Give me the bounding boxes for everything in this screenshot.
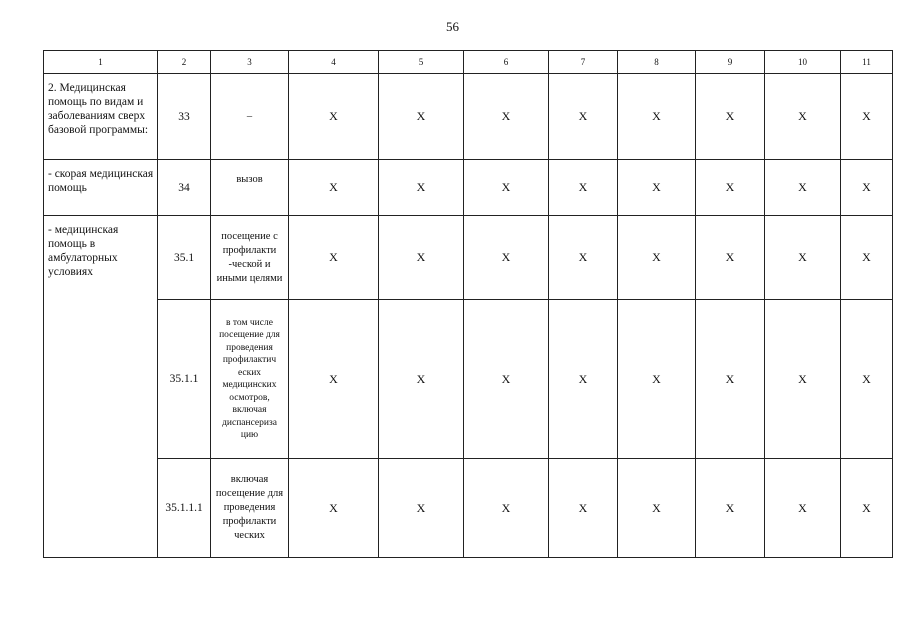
- table-row: [44, 459, 893, 558]
- value-cell: X: [765, 160, 841, 216]
- row-number: 33: [158, 74, 211, 160]
- value-cell: X: [841, 74, 893, 160]
- row-unit: в том числе посещение для проведения профилактич еских медицинских осмотров, включая диспансериза цию: [211, 300, 289, 459]
- column-header: 1: [44, 51, 158, 74]
- row-unit: включая посещение для проведения профилакти ческих: [211, 459, 289, 558]
- column-header: 3: [211, 51, 289, 74]
- value-cell: X: [289, 216, 379, 300]
- value-cell: X: [696, 160, 765, 216]
- value-cell: X: [379, 160, 464, 216]
- value-cell: X: [618, 459, 696, 558]
- value-cell: X: [696, 459, 765, 558]
- data-table: [43, 50, 893, 558]
- table-row: [44, 74, 893, 160]
- value-cell: X: [618, 74, 696, 160]
- row-number: 34: [158, 160, 211, 216]
- table-row: [44, 160, 893, 216]
- row-label: 2. Медицинская помощь по видам и заболеваниям сверх базовой программы:: [44, 74, 158, 160]
- value-cell: X: [696, 216, 765, 300]
- row-number: 35.1: [158, 216, 211, 300]
- column-header: 5: [379, 51, 464, 74]
- value-cell: X: [841, 216, 893, 300]
- table-header-row: [44, 51, 893, 74]
- value-cell: X: [464, 300, 549, 459]
- value-cell: X: [765, 459, 841, 558]
- value-cell: X: [841, 459, 893, 558]
- value-cell: X: [464, 160, 549, 216]
- value-cell: X: [289, 459, 379, 558]
- value-cell: X: [289, 74, 379, 160]
- column-header: 8: [618, 51, 696, 74]
- value-cell: X: [549, 216, 618, 300]
- column-header: 10: [765, 51, 841, 74]
- value-cell: X: [549, 300, 618, 459]
- value-cell: X: [289, 160, 379, 216]
- column-header: 6: [464, 51, 549, 74]
- row-number: 35.1.1.1: [158, 459, 211, 558]
- value-cell: X: [841, 300, 893, 459]
- value-cell: X: [549, 459, 618, 558]
- column-header: 11: [841, 51, 893, 74]
- column-header: 4: [289, 51, 379, 74]
- value-cell: X: [464, 74, 549, 160]
- value-cell: X: [379, 300, 464, 459]
- value-cell: X: [379, 74, 464, 160]
- value-cell: X: [549, 74, 618, 160]
- value-cell: X: [696, 74, 765, 160]
- table-row: [44, 216, 893, 300]
- row-number: 35.1.1: [158, 300, 211, 459]
- row-unit: –: [211, 74, 289, 160]
- row-label: - медицинская помощь в амбулаторных условиях: [44, 216, 158, 558]
- page-number: 56: [446, 19, 459, 34]
- row-unit: посещение с профилакти -ческой и иными целями: [211, 216, 289, 300]
- value-cell: X: [696, 300, 765, 459]
- column-header: 7: [549, 51, 618, 74]
- value-cell: X: [765, 216, 841, 300]
- row-label: - скорая медицинская помощь: [44, 160, 158, 216]
- value-cell: X: [289, 300, 379, 459]
- value-cell: X: [464, 459, 549, 558]
- column-header: 9: [696, 51, 765, 74]
- value-cell: X: [841, 160, 893, 216]
- value-cell: X: [379, 459, 464, 558]
- value-cell: X: [765, 74, 841, 160]
- column-header: 2: [158, 51, 211, 74]
- value-cell: X: [618, 300, 696, 459]
- value-cell: X: [618, 216, 696, 300]
- row-unit: вызов: [211, 160, 289, 216]
- value-cell: X: [618, 160, 696, 216]
- table-row: [44, 300, 893, 459]
- value-cell: X: [464, 216, 549, 300]
- value-cell: X: [549, 160, 618, 216]
- value-cell: X: [765, 300, 841, 459]
- value-cell: X: [379, 216, 464, 300]
